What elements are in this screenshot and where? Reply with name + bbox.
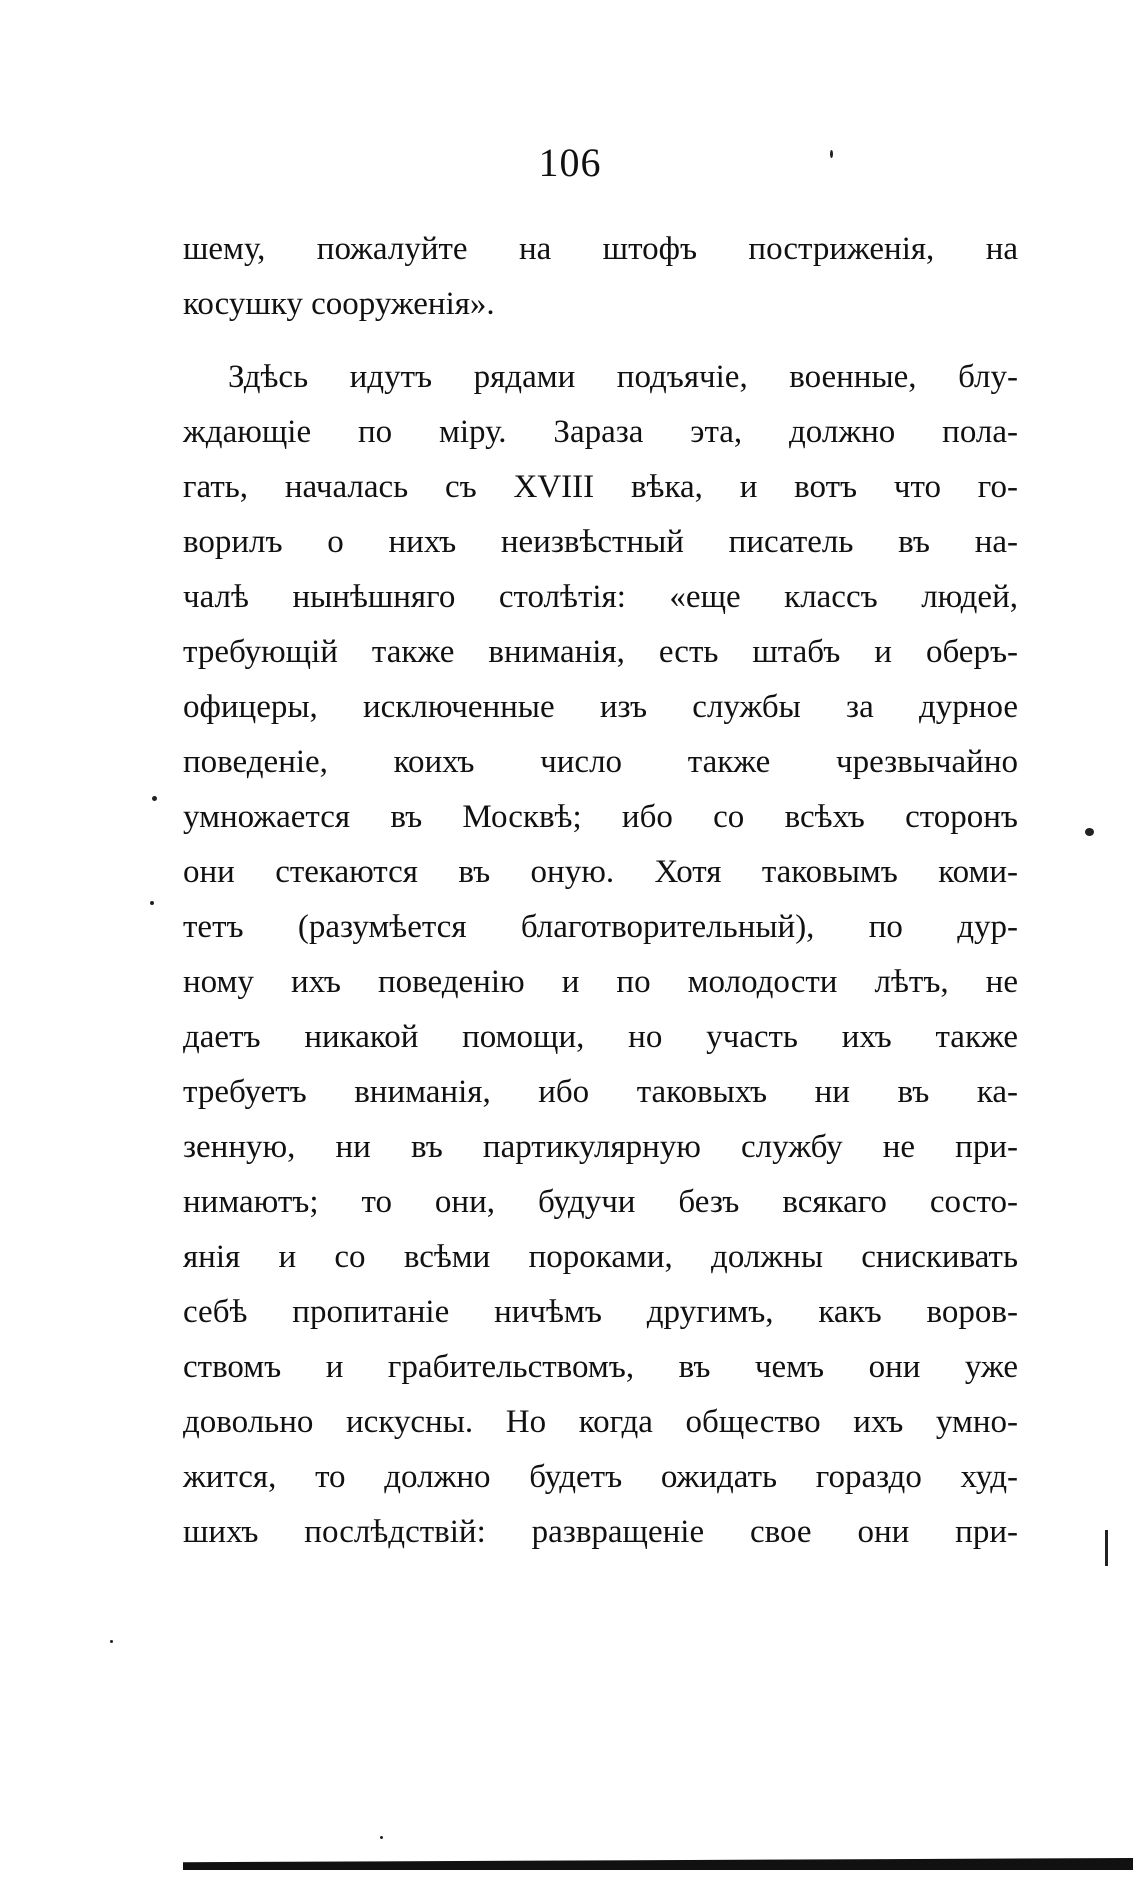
- text-line: тетъ (разумѣется благотворительный), по дур-: [183, 909, 1018, 945]
- bottom-rule: [183, 1858, 1133, 1870]
- text-line: нимаютъ; то они, будучи безъ всякаго состо-: [183, 1184, 1018, 1220]
- text-line: ствомъ и грабительствомъ, въ чемъ они уже: [183, 1349, 1018, 1385]
- text-line: янія и со всѣми пороками, должны снискивать: [183, 1239, 1018, 1275]
- paragraph-gap: [183, 332, 1018, 350]
- text-line: требуетъ вниманія, ибо таковыхъ ни въ ка-: [183, 1074, 1018, 1110]
- text-line: поведеніе, коихъ число также чрезвычайно: [183, 744, 1018, 780]
- text-line: гать, началась съ XVIII вѣка, и вотъ что го-: [183, 469, 1018, 505]
- scan-speck: [152, 796, 157, 801]
- scan-speck: [380, 1836, 383, 1839]
- text-line: жится, то должно будетъ ожидать гораздо худ-: [183, 1459, 1018, 1495]
- page-number: 106: [538, 140, 602, 185]
- scan-speck: [1105, 1530, 1108, 1566]
- page-text: [183, 222, 1018, 1560]
- text-line: умножается въ Москвѣ; ибо со всѣхъ сторонъ: [183, 799, 1018, 835]
- text-line: себѣ пропитаніе ничѣмъ другимъ, какъ воров-: [183, 1294, 1018, 1330]
- text-line: ждающіе по міру. Зараза эта, должно пола-: [183, 414, 1018, 450]
- scan-speck: [1085, 828, 1094, 836]
- text-line: Здѣсь идутъ рядами подъячіе, военные, блу-: [228, 359, 1018, 395]
- text-line: они стекаются въ оную. Хотя таковымъ коми-: [183, 854, 1018, 890]
- text-line: требующій также вниманія, есть штабъ и оберъ-: [183, 634, 1018, 670]
- scan-speck: [150, 901, 154, 905]
- text-line: чалѣ нынѣшняго столѣтія: «еще классъ людей,: [183, 579, 1018, 615]
- text-line: офицеры, исключенные изъ службы за дурное: [183, 689, 1018, 725]
- scan-speck: [830, 150, 833, 158]
- text-line: довольно искусны. Но когда общество ихъ умно-: [183, 1404, 1018, 1440]
- text-line: шихъ послѣдствій: развращеніе свое они при-: [183, 1514, 1018, 1550]
- text-line: ворилъ о нихъ неизвѣстный писатель въ на-: [183, 524, 1018, 560]
- text-line: даетъ никакой помощи, но участь ихъ также: [183, 1019, 1018, 1055]
- text-line: шему, пожалуйте на штофъ постриженія, на: [183, 231, 1018, 267]
- text-line: косушку сооруженія».: [183, 286, 495, 322]
- text-line: ному ихъ поведенію и по молодости лѣтъ, не: [183, 964, 1018, 1000]
- scan-speck: [110, 1640, 113, 1643]
- text-line: зенную, ни въ партикулярную службу не при-: [183, 1129, 1018, 1165]
